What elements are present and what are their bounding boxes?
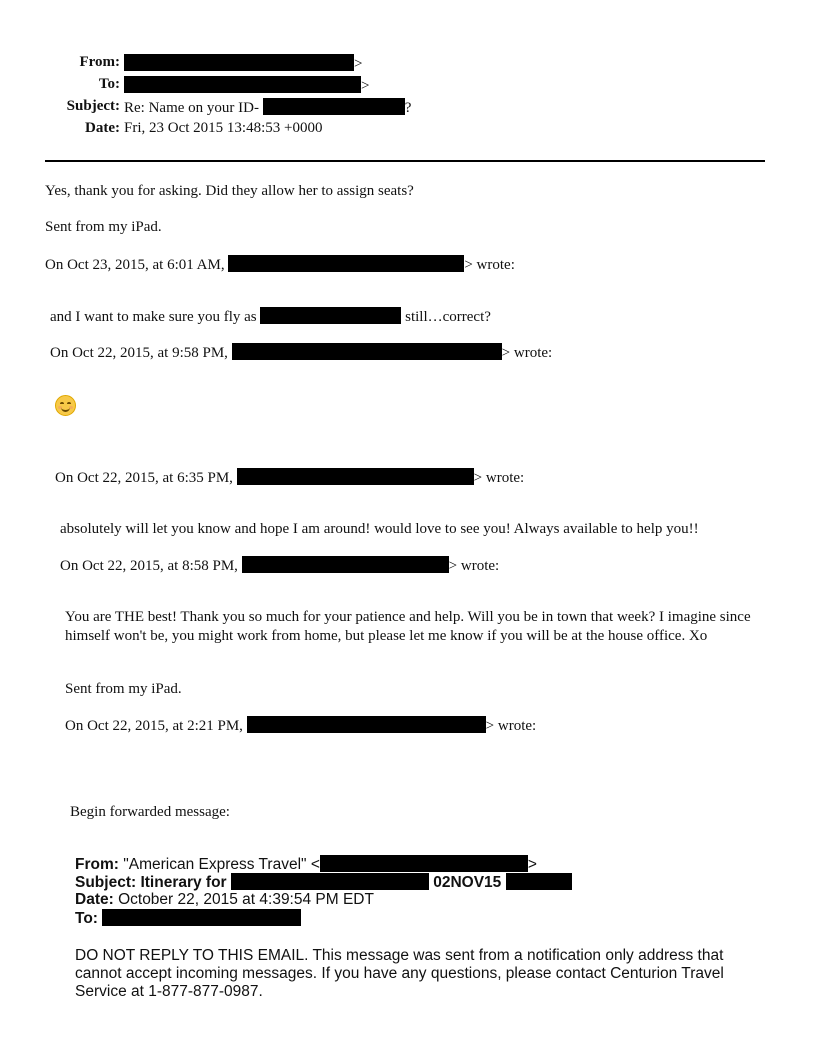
smiling-face-icon: [55, 395, 76, 416]
redaction-bar: [124, 76, 361, 93]
best-paragraph: You are THE best! Thank you so much for your patience and help. Will you be in town that week? I imagine since himself won't be, you might work from home, but please let me know if you will be at the house office. Xo: [65, 609, 751, 644]
sent-from-ipad: Sent from my iPad.: [65, 681, 182, 697]
wrote-suffix: > wrote:: [501, 345, 553, 361]
wrote-line: [65, 716, 536, 735]
reply-line: Yes, thank you for asking. Did they allow her to assign seats?: [45, 183, 414, 199]
fly-prefix: and I want to make sure you fly as: [50, 309, 257, 325]
wrote-line: [45, 255, 515, 274]
from-value: [124, 54, 362, 73]
wrote-suffix: > wrote:: [464, 257, 515, 273]
wrote-prefix: On Oct 22, 2015, at 9:58 PM,: [50, 345, 228, 361]
redaction-bar: [247, 716, 486, 733]
redaction-bar: [237, 468, 474, 485]
wrote-prefix: On Oct 22, 2015, at 6:35 PM,: [55, 470, 233, 486]
fwd-to-line: [75, 909, 301, 928]
subject-value: [124, 98, 411, 117]
begin-forwarded: Begin forwarded message:: [70, 804, 230, 820]
wrote-prefix: On Oct 23, 2015, at 6:01 AM,: [45, 257, 225, 273]
sent-from-ipad: Sent from my iPad.: [45, 219, 162, 235]
fwd-from-label: From:: [75, 856, 119, 873]
wrote-prefix: On Oct 22, 2015, at 2:21 PM,: [65, 718, 243, 734]
wrote-line: [60, 556, 499, 575]
angle-bracket: >: [361, 78, 370, 94]
fwd-to-label: To:: [75, 910, 98, 927]
fwd-from-line: [75, 855, 537, 874]
date-value: Fri, 23 Oct 2015 13:48:53 +0000: [124, 120, 323, 136]
redaction-bar: [102, 909, 301, 926]
redaction-bar: [260, 307, 401, 324]
fwd-date-value: October 22, 2015 at 4:39:54 PM EDT: [118, 891, 374, 908]
fwd-from-value: "American Express Travel" <: [123, 856, 320, 873]
wrote-suffix: > wrote:: [485, 718, 537, 734]
to-label: To:: [98, 76, 120, 92]
redaction-bar: [232, 343, 502, 360]
redaction-bar: [228, 255, 464, 272]
header-divider: [45, 160, 765, 162]
redaction-bar: [320, 855, 528, 872]
fwd-date-line: [75, 891, 374, 909]
absolutely-line: absolutely will let you know and hope I am around! would love to see you! Always available to help you!!: [60, 521, 699, 537]
do-not-reply-notice: DO NOT REPLY TO THIS EMAIL. This message was sent from a notification only address that cannot accept incoming messages. If you have any questions, please contact Centurion Travel Service at 1-877-877-0987.: [75, 947, 724, 1000]
to-value: [124, 76, 369, 95]
date-label: Date:: [85, 120, 120, 136]
fly-line: [50, 307, 491, 326]
wrote-line: [55, 468, 524, 487]
subject-label: Subject:: [66, 98, 120, 114]
redaction-bar: [506, 873, 572, 890]
wrote-line: [50, 343, 552, 362]
redaction-bar: [242, 556, 449, 573]
fwd-subject-code: 02NOV15: [433, 874, 502, 891]
redaction-bar: [124, 54, 354, 71]
angle-bracket: >: [527, 856, 537, 873]
fwd-subject-line: [75, 873, 572, 892]
wrote-prefix: On Oct 22, 2015, at 8:58 PM,: [60, 558, 238, 574]
redaction-bar: [231, 873, 429, 890]
wrote-suffix: > wrote:: [473, 470, 525, 486]
fwd-subject-label: Subject: Itinerary for: [75, 874, 227, 891]
wrote-suffix: > wrote:: [448, 558, 500, 574]
fly-suffix: still…correct?: [405, 309, 491, 325]
fwd-date-label: Date:: [75, 891, 114, 908]
from-label: From:: [79, 54, 120, 70]
redaction-bar: [263, 98, 405, 115]
angle-bracket: >: [354, 56, 363, 72]
subject-text: Re: Name on your ID-: [124, 100, 259, 116]
subject-suffix: ?: [404, 100, 412, 116]
